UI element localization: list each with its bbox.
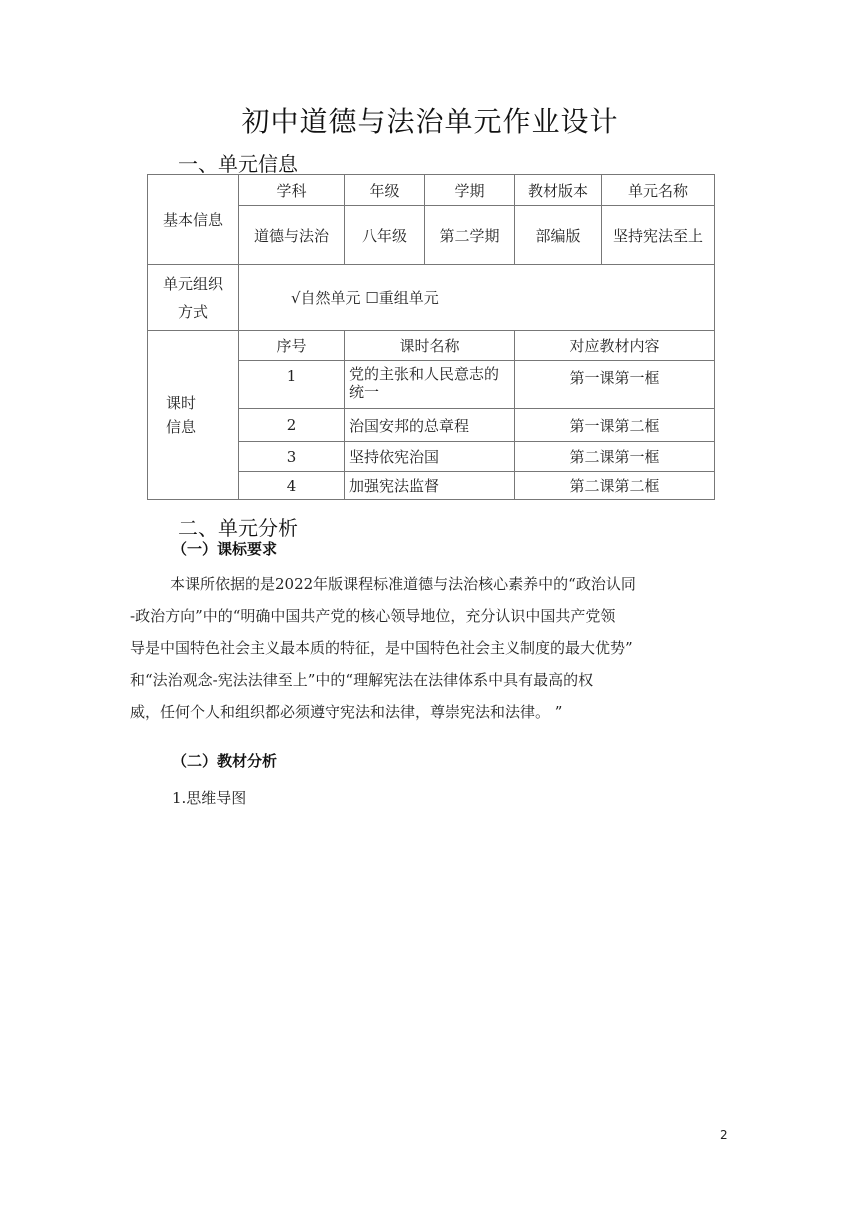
section-unit-analysis-heading: 二、单元分析 bbox=[178, 516, 298, 540]
header-textbook-version: 教材版本 bbox=[515, 175, 602, 206]
lesson-content: 第二课第二框 bbox=[515, 472, 715, 500]
header-no: 序号 bbox=[239, 331, 345, 361]
subsection-textbook-heading: （二）教材分析 bbox=[172, 752, 278, 770]
page-title: 初中道德与法治单元作业设计 bbox=[241, 105, 619, 138]
header-lesson-name: 课时名称 bbox=[345, 331, 515, 361]
mind-map-item: 1.思维导图 bbox=[172, 789, 247, 807]
header-content: 对应教材内容 bbox=[515, 331, 715, 361]
paragraph-line: 和“法治观念-宪法法律至上”中的“理解宪法在法律体系中具有最高的权 bbox=[130, 671, 594, 689]
paragraph-line: 导是中国特色社会主义最本质的特征，是中国特色社会主义制度的最大优势” bbox=[130, 639, 633, 657]
unit-info-table bbox=[147, 174, 715, 331]
paragraph-line: -政治方向”中的“明确中国共产党的核心领导地位，充分认识中国共产党领 bbox=[130, 607, 616, 625]
lesson-name: 坚持依宪治国 bbox=[345, 442, 515, 472]
header-semester: 学期 bbox=[425, 175, 515, 206]
lesson-name: 治国安邦的总章程 bbox=[345, 409, 515, 442]
value-textbook-version: 部编版 bbox=[515, 206, 602, 265]
lesson-no: 3 bbox=[239, 442, 345, 472]
lesson-label-line2: 信息 bbox=[166, 418, 197, 436]
value-subject: 道德与法治 bbox=[239, 206, 345, 265]
lesson-name: 加强宪法监督 bbox=[345, 472, 515, 500]
subsection-curriculum-heading: （一）课标要求 bbox=[172, 540, 278, 558]
lesson-content: 第二课第一框 bbox=[515, 442, 715, 472]
lesson-no: 1 bbox=[239, 361, 345, 409]
lesson-label bbox=[148, 331, 239, 500]
page-number: 2 bbox=[720, 1128, 728, 1142]
header-unit-name: 单元名称 bbox=[602, 175, 715, 206]
basic-info-label: 基本信息 bbox=[148, 175, 239, 265]
value-grade: 八年级 bbox=[345, 206, 425, 265]
lesson-name: 党的主张和人民意志的统一 bbox=[345, 361, 515, 409]
org-label-line2: 方式 bbox=[177, 302, 208, 321]
header-grade: 年级 bbox=[345, 175, 425, 206]
org-value: √自然单元 ☐重组单元 bbox=[239, 265, 715, 331]
lesson-no: 4 bbox=[239, 472, 345, 500]
lesson-no: 2 bbox=[239, 409, 345, 442]
curriculum-paragraph bbox=[130, 568, 720, 728]
org-label bbox=[148, 265, 239, 331]
value-unit-name: 坚持宪法至上 bbox=[602, 206, 715, 265]
value-semester: 第二学期 bbox=[425, 206, 515, 265]
lesson-content: 第一课第二框 bbox=[515, 409, 715, 442]
paragraph-line: 本课所依据的是2022年版课程标准道德与法治核心素养中的“政治认同 bbox=[170, 575, 636, 593]
lesson-label-line1: 课时 bbox=[166, 394, 197, 412]
section-unit-info-heading: 一、单元信息 bbox=[178, 152, 298, 176]
lesson-info-table bbox=[147, 330, 715, 500]
paragraph-line: 威，任何个人和组织都必须遵守宪法和法律，尊崇宪法和法律。 ” bbox=[130, 703, 563, 721]
header-subject: 学科 bbox=[239, 175, 345, 206]
org-label-line1: 单元组织 bbox=[162, 274, 223, 293]
lesson-content: 第一课第一框 bbox=[515, 361, 715, 409]
